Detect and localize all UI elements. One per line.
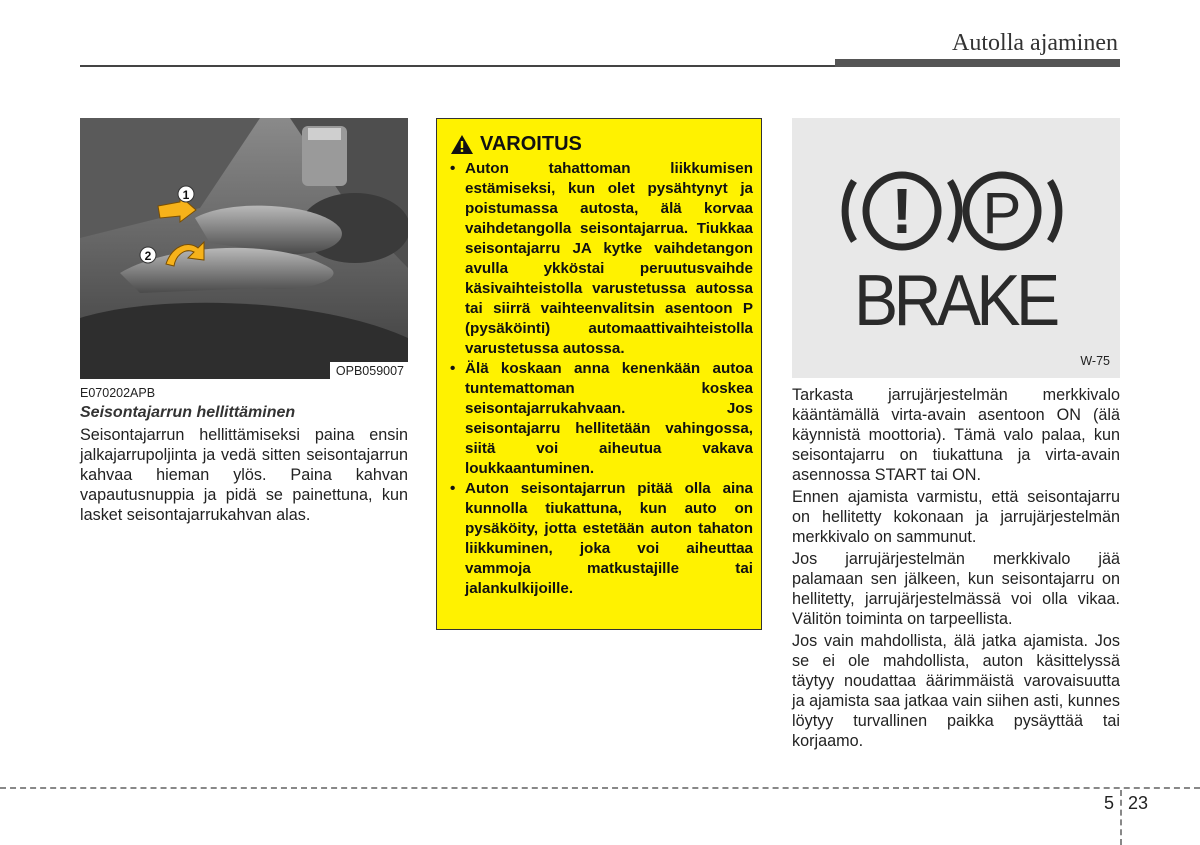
warning-header xyxy=(450,133,753,156)
paragraph: Jos vain mahdollista, älä jatka ajamista. Jos se ei ole mahdollista, auton käsittelyssä täytyy noudattaa äärimmäistä varovaisuutta ja ajamista saa jatkaa vain siihen asti, kunnes löytyy turvallinen paikka pysäyttää tai korjaamo. xyxy=(792,632,1120,750)
warning-item: • Auton tahattoman liikkumisen estämiseksi, kun olet pysähtynyt ja poistumassa autosta, älä korvaa vaihdetangolla seisontajarrua. Tiukkaa seisontajarru JA kytke vaihdetangon avulla ykköstai peruutusvaihde käsivaihteistolla varustetussa autossa tai siirrä vaihteenvalitsin asentoon P (pysäköinti) automaattivaihteistolla varustetussa autossa. xyxy=(450,159,753,359)
warning-box xyxy=(436,118,762,630)
section-code: E070202APB xyxy=(80,386,156,400)
warning-item: • Auton seisontajarrun pitää olla aina kunnolla tiukattuna, kun auto on pysäköity, jotta estetään auton tahaton liikkuminen, joka voi aiheuttaa vammoja matkustajille tai jalankulkijoille. xyxy=(450,479,753,599)
footer-rule xyxy=(0,787,1200,789)
left-body-text: Seisontajarrun hellittämiseksi paina ensin jalkajarrupoljinta ja vedä sitten seisontajarrun kahvaa hieman ylös. Paina kahvan vapautusnuppia ja pidä se painettuna, kun lasket seisontajarrukahvan alas. xyxy=(80,426,408,524)
brake-indicator-panel xyxy=(792,118,1120,378)
photo-caption: OPB059007 xyxy=(330,362,408,379)
callout-2: 2 xyxy=(144,249,152,263)
right-body-text xyxy=(792,385,1120,753)
page-number: 23 xyxy=(1128,793,1149,813)
callout-1: 1 xyxy=(182,188,190,202)
exclamation-icon: ! xyxy=(891,175,913,247)
page-number-separator xyxy=(1120,790,1122,845)
warning-list xyxy=(450,159,753,599)
warning-triangle-icon xyxy=(450,134,474,155)
section-subheading: Seisontajarrun hellittäminen xyxy=(80,404,296,421)
paragraph: Jos jarrujärjestelmän merkkivalo jää palamaan sen jälkeen, kun seisontajarru on hellitetty, jarrujärjestelmässä voi olla vikaa. Välitön toiminta on tarpeellista. xyxy=(792,550,1120,628)
paragraph: Ennen ajamista varmistu, että seisontajarru on hellitetty kokonaan ja jarrujärjestelmän merkkivalo on sammunut. xyxy=(792,488,1120,546)
parking-brake-photo xyxy=(80,118,408,379)
paragraph: Tarkasta jarrujärjestelmän merkkivalo kääntämällä virta-avain asentoon ON (älä käynnistä moottoria). Tämä valo palaa, kun seisontajarru on tiukattuna ja virta-avain asennossa START tai ON. xyxy=(792,386,1120,484)
warning-item: • Älä koskaan anna kenenkään autoa tuntemattoman koskea seisontajarrukahvaan. Jos seisontajarru hellitetään vahingossa, siitä voi aiheutua vakava loukkaantuminen. xyxy=(450,359,753,479)
brake-word: BRAKE xyxy=(854,261,1056,341)
brake-warning-icon xyxy=(792,118,1120,258)
header-bar xyxy=(835,59,1120,67)
header-rule xyxy=(80,65,835,67)
warning-title: VAROITUS xyxy=(480,133,582,155)
page-header-title: Autolla ajaminen xyxy=(952,30,1118,56)
panel-caption: W-75 xyxy=(1080,354,1110,368)
parking-p-icon: P xyxy=(982,181,1022,246)
section-number: 5 xyxy=(1104,793,1115,813)
